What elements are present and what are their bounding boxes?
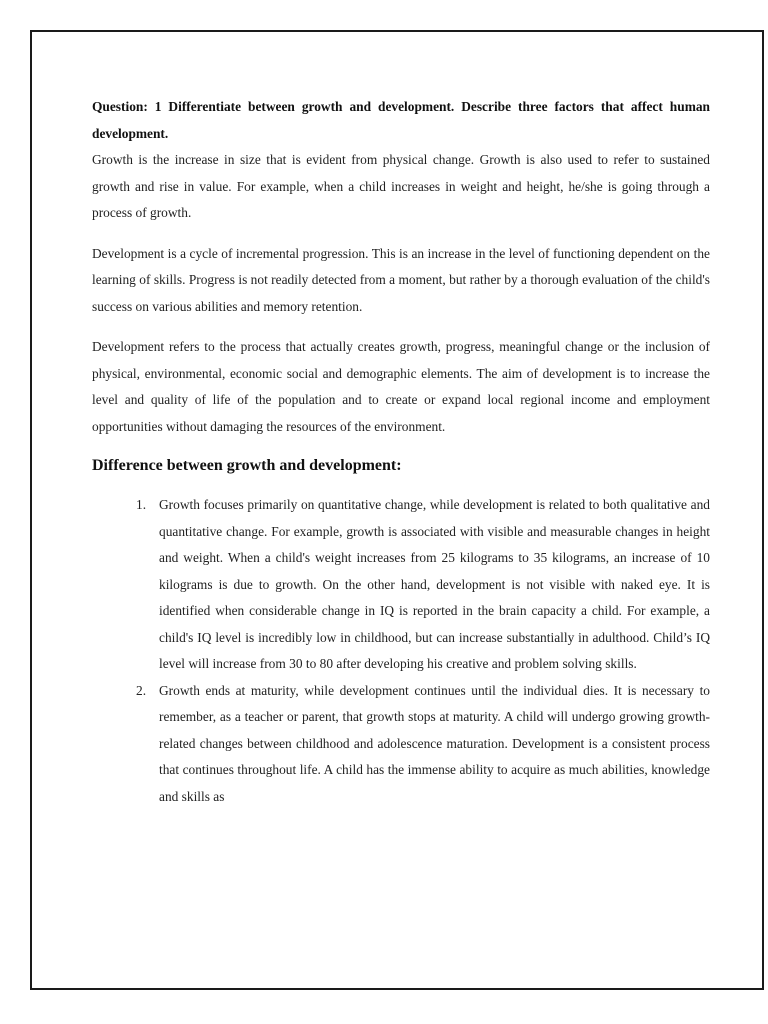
- difference-list: [92, 492, 710, 810]
- list-item-text: Growth focuses primarily on quantitative change, while development is related to both qualitative and quantitative change. For example, growth is associated with visible and measurable changes in height and weight. When a child's weight increases from 25 kilograms to 35 kilograms, an increase of 10 kilograms is due to growth. On the other hand, development is not visible with naked eye. It is identified when considerable change in IQ is reported in the brain capacity a child. For example, a child's IQ level is incredibly low in childhood, but can increase substantially in adulthood. Child’s IQ level will increase from 30 to 80 after developing his creative and problem solving skills.: [159, 497, 710, 671]
- document-page: [30, 30, 764, 990]
- paragraph-development-cycle: Development is a cycle of incremental progression. This is an increase in the level of functioning dependent on the learning of skills. Progress is not readily detected from a moment, but rather by a thorough evaluation of the child's success on various abilities and memory retention.: [92, 245, 710, 314]
- list-item-number: 2.: [136, 682, 147, 698]
- paragraph-growth-definition: Growth is the increase in size that is evident from physical change. Growth is also used to refer to sustained growth and rise in value. For example, when a child increases in weight and height, he/she is going through a process of growth.: [92, 152, 710, 220]
- list-item-text: Growth ends at maturity, while development continues until the individual dies. It is necessary to remember, as a teacher or parent, that growth stops at maturity. A child will undergo growing growth-related changes between childhood and adolescence maturation. Development is a consistent process that continues throughout life. A child has the immense ability to acquire as much abilities, knowledge and skills as: [159, 682, 710, 804]
- list-item: [136, 678, 710, 811]
- list-item-number: 1.: [136, 497, 147, 512]
- section-heading: Difference between growth and development:: [92, 457, 402, 474]
- list-item: [136, 492, 710, 678]
- paragraph-development-process: Development refers to the process that actually creates growth, progress, meaningful change or the inclusion of physical, environmental, economic social and demographic elements. The aim of development is to increase the level and quality of life of the population and to create or expand local regional income and employment opportunities without damaging the resources of the environment.: [92, 339, 710, 434]
- question-heading: Question: 1 Differentiate between growth and development. Describe three factors that affect human development.: [92, 99, 710, 141]
- document-body: [92, 94, 710, 810]
